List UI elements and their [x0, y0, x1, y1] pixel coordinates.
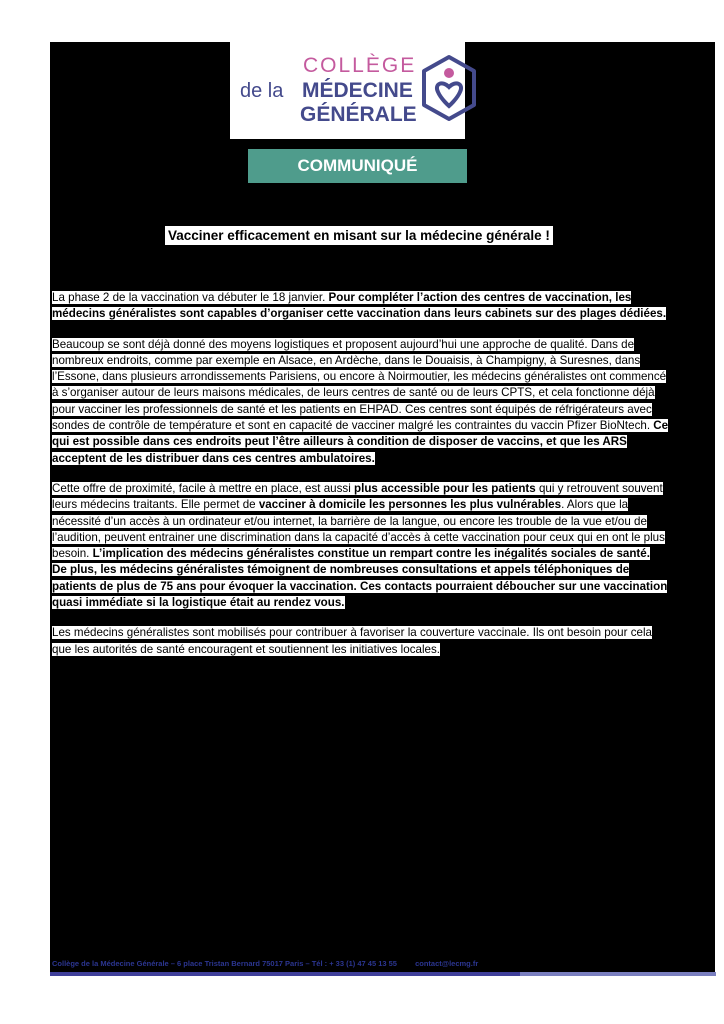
- p2-bold: Ce qui est possible dans ces endroits peut l’être ailleurs à condition de disposer de vaccins, et que les ARS acceptent de les distribuer dans ces centres ambulatoires.: [52, 419, 669, 465]
- page-title: Vacciner efficacement en misant sur la médecine générale !: [165, 226, 553, 245]
- p4-text: Les médecins généralistes sont mobilisés pour contribuer à favoriser la couverture vaccinale. Ils ont besoin pour cela que les autorités de santé encouragent et soutiennent les initiatives locales.: [52, 626, 652, 656]
- paragraph-2: [52, 337, 672, 467]
- logo-college-text: COLLÈGE: [303, 54, 417, 77]
- p3-text-c: qui y retrouvent souvent leurs médecins traitants. Elle permet de: [52, 481, 663, 512]
- communique-banner: COMMUNIQUÉ: [248, 149, 467, 183]
- logo: [230, 42, 465, 139]
- paragraph-1: [52, 290, 672, 323]
- p3-bold-g: De plus, les médecins généralistes témoignent de nombreuses consultations et appels téléphoniques de patients de plus de 75 ans pour évoquer la vaccination. Ces contacts pourraient déboucher sur une vaccination quasi immédiate si la logistique était au rendez vous.: [52, 563, 668, 610]
- p1-text: La phase 2 de la vaccination va débuter le 18 janvier.: [52, 291, 329, 304]
- p3-text-e: . Alors que la nécessité d’un accès à un ordinateur et/ou internet, la barrière de la langue, ou encore les trouble de la vue et/ou de l’audition, peuvent entrainer une discrimination dans la capacité d’accès à cette vaccination pour ceux qui en ont le plus besoin.: [52, 498, 665, 561]
- p3-bold-d: vacciner à domicile les personnes les plus vulnérables: [258, 498, 562, 512]
- logo-dela-text: de la: [240, 80, 284, 102]
- paragraph-4: [52, 625, 672, 658]
- paragraph-3: [52, 481, 672, 611]
- p2-text: Beaucoup se sont déjà donné des moyens logistiques et proposent aujourd’hui une approche de qualité. Dans de nombreux endroits, comme par exemple en Alsace, en Ardèche, dans le Douaisis, à Champigny, à Suresnes, dans l’Essone, dans plusieurs arrondissements Parisiens, ou encore à Noirmoutier, les médecins généralistes ont commencé à s’organiser autour de leurs maisons médicales, de leurs centres de santé ou de leurs CPTS, et cela fonctionne déjà pour vacciner les professionnels de santé et les patients en EHPAD. Ces centres sont équipés de réfrigérateurs avec sondes de contrôle de température et sont en capacité de vacciner malgré les contraintes du vaccin Pfizer BioNtech.: [52, 337, 667, 433]
- article-body: [52, 290, 672, 672]
- footer-email-link[interactable]: contact@lecmg.fr: [415, 959, 479, 968]
- logo-medecine-text: MÉDECINE: [302, 79, 413, 102]
- p3-bold-f: L’implication des médecins généralistes constitue un rempart contre les inégalités sociales de santé.: [92, 547, 650, 561]
- footer-divider-accent: [520, 972, 716, 976]
- p1-bold: Pour compléter l’action des centres de vaccination, les médecins généralistes sont capables d’organiser cette vaccination dans leurs cabinets sur des plages dédiées.: [52, 291, 667, 321]
- p3-bold-b: plus accessible pour les patients: [354, 481, 536, 495]
- logo-generale-text: GÉNÉRALE: [300, 103, 417, 126]
- footer: [52, 959, 478, 968]
- footer-address: Collège de la Médecine Générale – 6 place Tristan Bernard 75017 Paris – Tél : + 33 (1) 47 45 13 55: [52, 959, 397, 968]
- heart-figure-hexagon-icon: [420, 54, 478, 124]
- p3-text-a: Cette offre de proximité, facile à mettre en place, est aussi: [52, 481, 355, 495]
